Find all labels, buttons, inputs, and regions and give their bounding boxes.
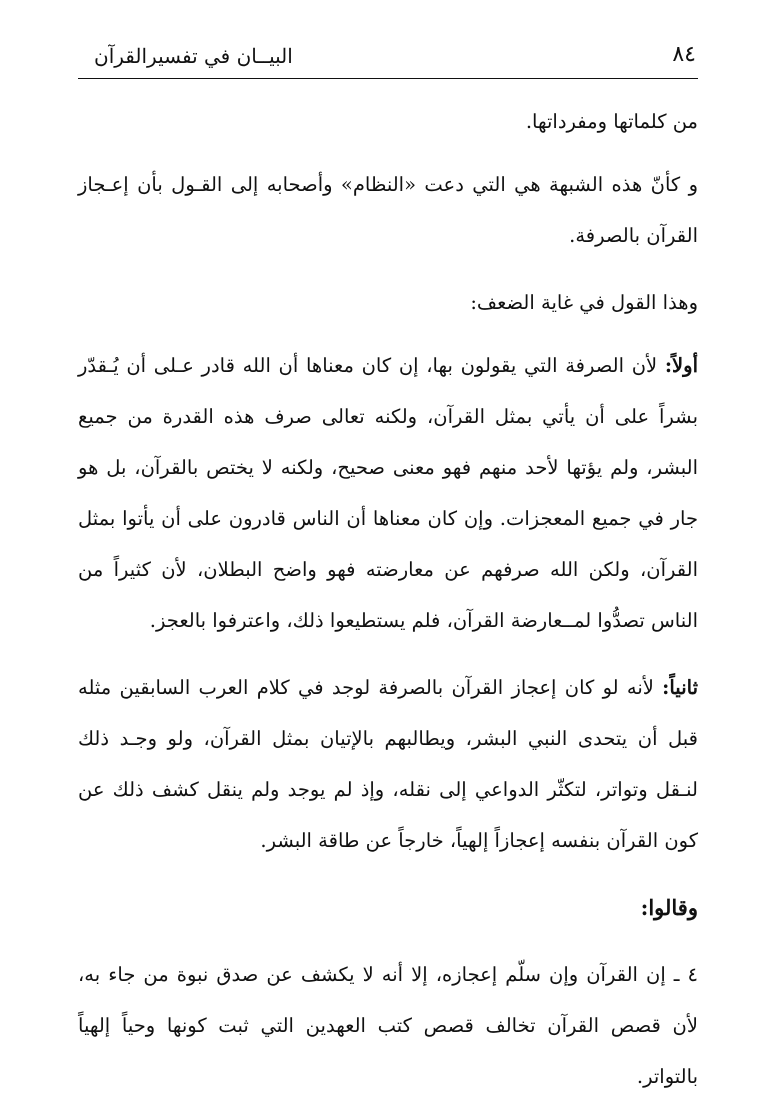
page-number: ٨٤ bbox=[672, 42, 696, 67]
page-body bbox=[78, 96, 698, 1118]
paragraph-3: وهذا القول في غاية الضعف: bbox=[470, 291, 698, 314]
paragraph-first-argument bbox=[78, 340, 698, 646]
second-argument-text: لأنه لو كان إعجاز القرآن بالصرفة لوجد في كلام العرب السابقين مثله قبل أن يتحدى النبي البشر، ويطالبهم بالإتيان بمثل القرآن، ولو وجـد ذلك لنـقل وتواتر، لتكثّر الدواعي إلى نقله، وإذ لم يوجد ولم ينقل كشف ذلك عن كون القرآن بنفسه إعجازاً إلهياً، خارجاً عن طاقة البشر. bbox=[78, 676, 699, 852]
paragraph-2: و كأنّ هذه الشبهة هي التي دعت «النظام» وأصحابه إلى القـول بأن إعـجاز القرآن بالصرفة. bbox=[78, 173, 698, 247]
second-argument-label: ثانياً: bbox=[662, 676, 698, 699]
section-heading: وقالوا: bbox=[640, 895, 698, 920]
first-argument-label: أولاً: bbox=[664, 354, 698, 377]
running-title: البيــان في تفسيرالقرآن bbox=[94, 44, 293, 68]
paragraph-second-argument bbox=[78, 662, 698, 866]
paragraph-objection-4: ٤ ـ إن القرآن وإن سلّم إعجازه، إلا أنه لا يكشف عن صدق نبوة من جاء به، لأن قصص القرآن تخالف قصص كتب العهدين التي ثبت كونها وحياً إلهياً بالتواتر. bbox=[78, 963, 698, 1088]
running-header bbox=[78, 36, 698, 79]
first-argument-text: لأن الصرفة التي يقولون بها، إن كان معناها أن الله قادر عـلى أن يُـقدّر بشراً على أن يأتي بمثل القرآن، ولكنه تعالى صرف هذه القدرة من جميع البشر، ولم يؤتها لأحد منهم فهو معنى صحيح، ولكنه لا يختص بالقرآن، بل هو جار في جميع المعجزات. وإن كان معناها أن الناس قادرون على أن يأتوا بمثل القرآن، ولكن الله صرفهم عن معارضته فهو واضح البطلان، لأن كثيراً من الناس تصدُّوا لمــعارضة القرآن، فلم يستطيعوا ذلك، واعترفوا بالعجز. bbox=[78, 354, 698, 632]
paragraph-1: من كلماتها ومفرداتها. bbox=[525, 110, 698, 133]
